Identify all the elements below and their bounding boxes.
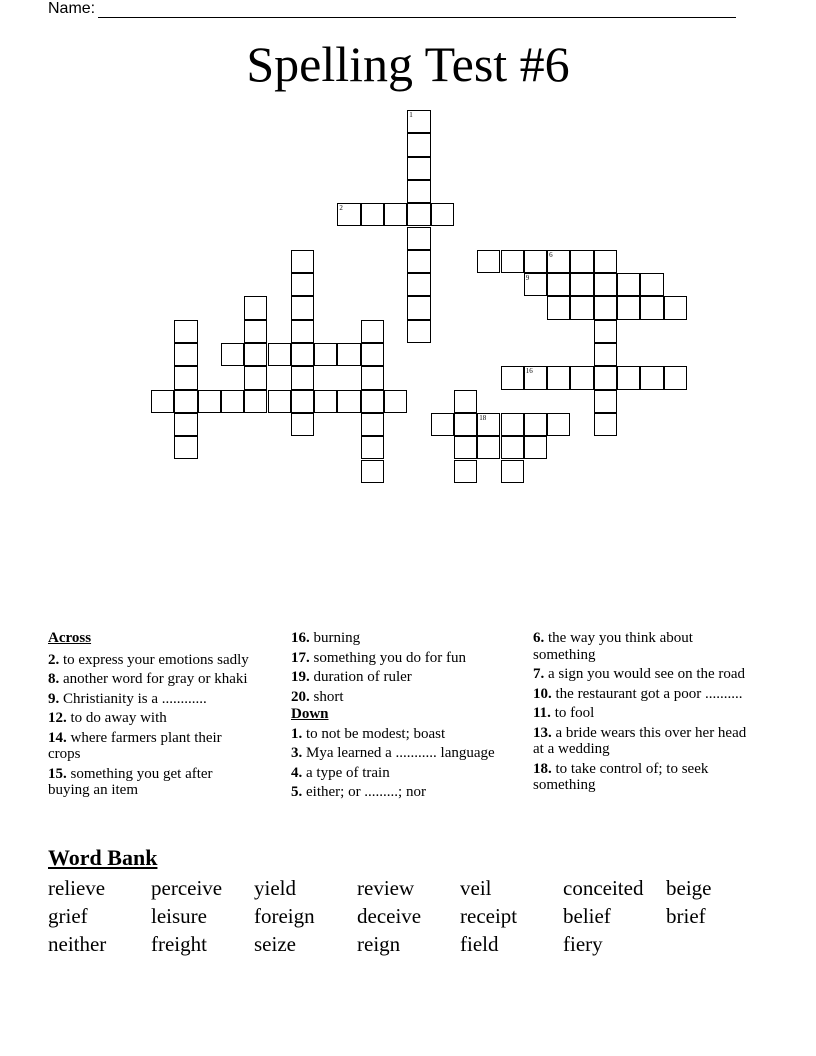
word-bank-word: relieve — [48, 876, 106, 900]
word-bank-word: fiery — [563, 932, 603, 956]
crossword-cell[interactable] — [407, 227, 430, 250]
crossword-cell[interactable] — [501, 436, 524, 459]
crossword-cell[interactable] — [501, 460, 524, 483]
clue-item-text: to fool — [550, 705, 595, 721]
crossword-cell[interactable] — [524, 366, 547, 389]
clue-number: 2 — [339, 204, 343, 213]
crossword-cell[interactable] — [174, 343, 197, 366]
crossword-cell[interactable] — [431, 203, 454, 226]
clue-item — [533, 630, 748, 663]
clue-item — [291, 630, 501, 647]
clue-item-number: 7. — [533, 666, 545, 682]
crossword-cell[interactable] — [547, 413, 570, 436]
clue-item — [533, 666, 748, 683]
clue-item — [48, 671, 253, 688]
crossword-cell[interactable] — [314, 390, 337, 413]
clue-item-text: where farmers plant their crops — [48, 729, 222, 762]
clues-column-2 — [291, 630, 501, 804]
crossword-cell[interactable] — [291, 250, 314, 273]
clue-number: 9 — [525, 274, 530, 283]
clue-number: 1 — [409, 111, 413, 119]
clue-item — [48, 710, 253, 727]
crossword-cell[interactable] — [594, 273, 617, 296]
clue-item-text: short — [309, 688, 344, 705]
clue-item-text: to not be modest; boast — [302, 725, 446, 742]
clue-item-number: 1. — [291, 725, 303, 742]
crossword-cell[interactable] — [361, 460, 384, 483]
crossword-cell[interactable] — [151, 390, 174, 413]
crossword-cell[interactable] — [407, 133, 430, 156]
crossword-cell[interactable] — [337, 390, 360, 413]
crossword-cell[interactable] — [454, 436, 477, 459]
crossword-cell[interactable] — [570, 366, 593, 389]
crossword-cell[interactable] — [384, 390, 407, 413]
crossword-cell[interactable] — [244, 390, 267, 413]
crossword-cell[interactable] — [594, 296, 617, 319]
crossword-cell[interactable] — [221, 343, 244, 366]
crossword-cell[interactable] — [501, 413, 524, 436]
crossword-cell[interactable] — [617, 366, 640, 389]
crossword-cell[interactable] — [291, 296, 314, 319]
crossword-cell[interactable] — [361, 343, 384, 366]
clue-item — [291, 745, 501, 762]
clues-column-3 — [533, 630, 748, 797]
clue-item-number: 12. — [48, 710, 67, 726]
word-bank-word: freight — [151, 932, 207, 956]
clue-item-text: to do away with — [66, 710, 167, 726]
clue-item-text: duration of ruler — [309, 669, 412, 685]
clue-item-number: 16. — [291, 630, 310, 646]
crossword-cell[interactable] — [361, 366, 384, 389]
clue-item — [48, 652, 253, 669]
crossword-cell[interactable] — [244, 366, 267, 389]
clue-item — [291, 669, 501, 686]
crossword-cell[interactable] — [221, 390, 244, 413]
clue-item-number: 14. — [48, 729, 67, 746]
crossword-cell[interactable] — [477, 436, 500, 459]
clue-item-number: 20. — [291, 688, 310, 705]
crossword-cell[interactable] — [454, 460, 477, 483]
word-bank-word: neither — [48, 932, 107, 956]
crossword-cell[interactable] — [594, 343, 617, 366]
crossword-cell[interactable] — [640, 366, 663, 389]
clue-item-number: 19. — [291, 669, 310, 685]
clue-item — [291, 784, 501, 801]
clue-item-number: 10. — [533, 685, 552, 702]
crossword-cell[interactable] — [524, 413, 547, 436]
crossword-cell[interactable] — [407, 180, 430, 203]
word-bank-word: beige — [666, 876, 712, 900]
crossword-cell[interactable] — [594, 366, 617, 389]
word-bank-word: yield — [254, 876, 296, 900]
page-title: Spelling Test #6 — [246, 36, 570, 92]
word-bank-word: receipt — [460, 904, 518, 928]
crossword-cell[interactable] — [547, 366, 570, 389]
crossword-cell[interactable] — [361, 390, 384, 413]
word-bank-word: grief — [48, 904, 88, 928]
word-bank-word: veil — [460, 876, 492, 900]
crossword-cell[interactable] — [268, 390, 291, 413]
crossword-cell[interactable] — [174, 436, 197, 459]
crossword-cell[interactable] — [407, 273, 430, 296]
word-bank-word: conceited — [563, 876, 644, 900]
name-label: Name: — [48, 0, 96, 17]
crossword-cell[interactable] — [594, 390, 617, 413]
crossword-cell[interactable] — [454, 413, 477, 436]
clue-item-text: burning — [309, 630, 361, 646]
clue-number: 6 — [549, 250, 553, 259]
clue-item — [48, 691, 253, 708]
crossword-cell[interactable] — [384, 203, 407, 226]
crossword-cell[interactable] — [198, 390, 221, 413]
crossword-cell[interactable] — [244, 296, 267, 319]
crossword-cell[interactable] — [524, 250, 547, 273]
crossword-cell[interactable] — [407, 250, 430, 273]
clue-item-text: the restaurant got a poor .......... — [551, 685, 743, 702]
crossword-cell[interactable] — [501, 366, 524, 389]
word-bank-word: brief — [666, 904, 706, 928]
crossword-cell[interactable] — [291, 366, 314, 389]
crossword-cell[interactable] — [361, 436, 384, 459]
crossword-cell[interactable] — [664, 296, 687, 319]
clue-item-text: the way you think about something — [533, 630, 693, 663]
crossword-cell[interactable] — [174, 366, 197, 389]
clue-item-text: a bride wears this over her head at a wedding — [533, 724, 747, 757]
crossword-cell[interactable] — [477, 413, 500, 436]
clue-item-text: either; or .........; nor — [302, 784, 426, 800]
crossword-cell[interactable] — [407, 157, 430, 180]
crossword-cell[interactable] — [454, 390, 477, 413]
across-clue-list-cont — [291, 630, 501, 705]
crossword-cell[interactable] — [291, 273, 314, 296]
clue-item-text: something you do for fun — [309, 649, 466, 666]
crossword-cell[interactable] — [291, 343, 314, 366]
crossword-cell[interactable] — [594, 250, 617, 273]
across-clue-list — [48, 652, 253, 799]
crossword-cell[interactable] — [361, 320, 384, 343]
clue-item-number: 15. — [48, 765, 67, 782]
crossword-cell[interactable] — [524, 436, 547, 459]
clue-item-text: to take control of; to seek something — [533, 760, 709, 793]
crossword-cell[interactable] — [640, 296, 663, 319]
crossword-cell[interactable] — [337, 343, 360, 366]
down-header: Down — [291, 706, 329, 722]
word-bank-word: field — [460, 932, 499, 956]
crossword-cell[interactable] — [547, 250, 570, 273]
crossword-cell[interactable] — [570, 250, 593, 273]
clue-item-number: 6. — [533, 630, 545, 646]
clue-item-number: 4. — [291, 764, 303, 781]
clue-item — [291, 726, 501, 743]
clue-item-text: another word for gray or khaki — [59, 671, 248, 687]
clue-item-number: 3. — [291, 745, 303, 761]
crossword-cell[interactable] — [524, 273, 547, 296]
crossword-cell[interactable] — [640, 273, 663, 296]
clue-item — [48, 730, 253, 763]
clue-item-number: 5. — [291, 784, 303, 800]
crossword-cell[interactable] — [407, 320, 430, 343]
clue-number: 18 — [479, 413, 487, 422]
crossword-cell[interactable] — [547, 273, 570, 296]
clue-item — [291, 650, 501, 667]
crossword-cell[interactable] — [617, 296, 640, 319]
word-bank-word: deceive — [357, 904, 422, 928]
clue-item — [533, 686, 748, 703]
word-bank-word: foreign — [254, 904, 315, 928]
crossword-cell[interactable] — [174, 390, 197, 413]
clue-item-number: 17. — [291, 649, 310, 666]
clue-item-text: Christianity is a ............ — [59, 690, 207, 707]
crossword-cell[interactable] — [407, 296, 430, 319]
crossword-cell[interactable] — [174, 413, 197, 436]
clue-item-text: a sign you would see on the road — [544, 666, 746, 682]
crossword-cell[interactable] — [174, 320, 197, 343]
crossword-cell[interactable] — [244, 343, 267, 366]
clue-item-number: 9. — [48, 690, 60, 707]
crossword-cell[interactable] — [431, 413, 454, 436]
word-bank-word: review — [357, 876, 415, 900]
clue-item-number: 2. — [48, 651, 60, 668]
clue-item-number: 18. — [533, 760, 552, 777]
crossword-cell[interactable] — [314, 343, 337, 366]
crossword-cell[interactable] — [547, 296, 570, 319]
crossword-cell[interactable] — [594, 320, 617, 343]
crossword-cell[interactable] — [407, 110, 430, 133]
crossword-cell[interactable] — [291, 320, 314, 343]
down-clue-list — [291, 726, 501, 801]
clue-item-text: to express your emotions sadly — [59, 651, 249, 668]
crossword-cell[interactable] — [594, 413, 617, 436]
word-bank-word: perceive — [151, 876, 223, 900]
clue-item — [291, 765, 501, 782]
crossword-cell[interactable] — [570, 273, 593, 296]
clue-number: 16 — [525, 367, 533, 376]
crossword-cell[interactable] — [361, 413, 384, 436]
clue-item-text: a type of train — [302, 764, 390, 781]
crossword-cell[interactable] — [291, 390, 314, 413]
crossword-cell[interactable] — [477, 250, 500, 273]
crossword-cell[interactable] — [337, 203, 360, 226]
word-bank-word: seize — [254, 932, 296, 956]
down-clue-list-cont — [533, 630, 748, 794]
crossword-cell[interactable] — [361, 203, 384, 226]
clue-item — [533, 705, 748, 722]
across-header: Across — [48, 630, 92, 646]
clue-item — [291, 689, 501, 706]
clue-item — [533, 761, 748, 794]
crossword-cell[interactable] — [244, 320, 267, 343]
crossword-cell[interactable] — [617, 273, 640, 296]
clues-column-1 — [48, 630, 253, 802]
clue-item — [533, 725, 748, 758]
crossword-cell[interactable] — [570, 296, 593, 319]
clue-item-text: Mya learned a ........... language — [302, 745, 495, 761]
clue-item-number: 13. — [533, 724, 552, 741]
word-bank-word: belief — [563, 904, 611, 928]
crossword-cell[interactable] — [291, 413, 314, 436]
clue-item-number: 11. — [533, 705, 551, 721]
word-bank-title: Word Bank — [48, 845, 158, 870]
crossword-cell[interactable] — [664, 366, 687, 389]
clue-item-text: something you get after buying an item — [48, 765, 213, 798]
word-bank-word: reign — [357, 932, 401, 956]
crossword-cell[interactable] — [407, 203, 430, 226]
crossword-cell[interactable] — [268, 343, 291, 366]
word-bank-word: leisure — [151, 904, 207, 928]
crossword-cell[interactable] — [501, 250, 524, 273]
clue-item — [48, 766, 253, 799]
clue-item-number: 8. — [48, 671, 60, 687]
